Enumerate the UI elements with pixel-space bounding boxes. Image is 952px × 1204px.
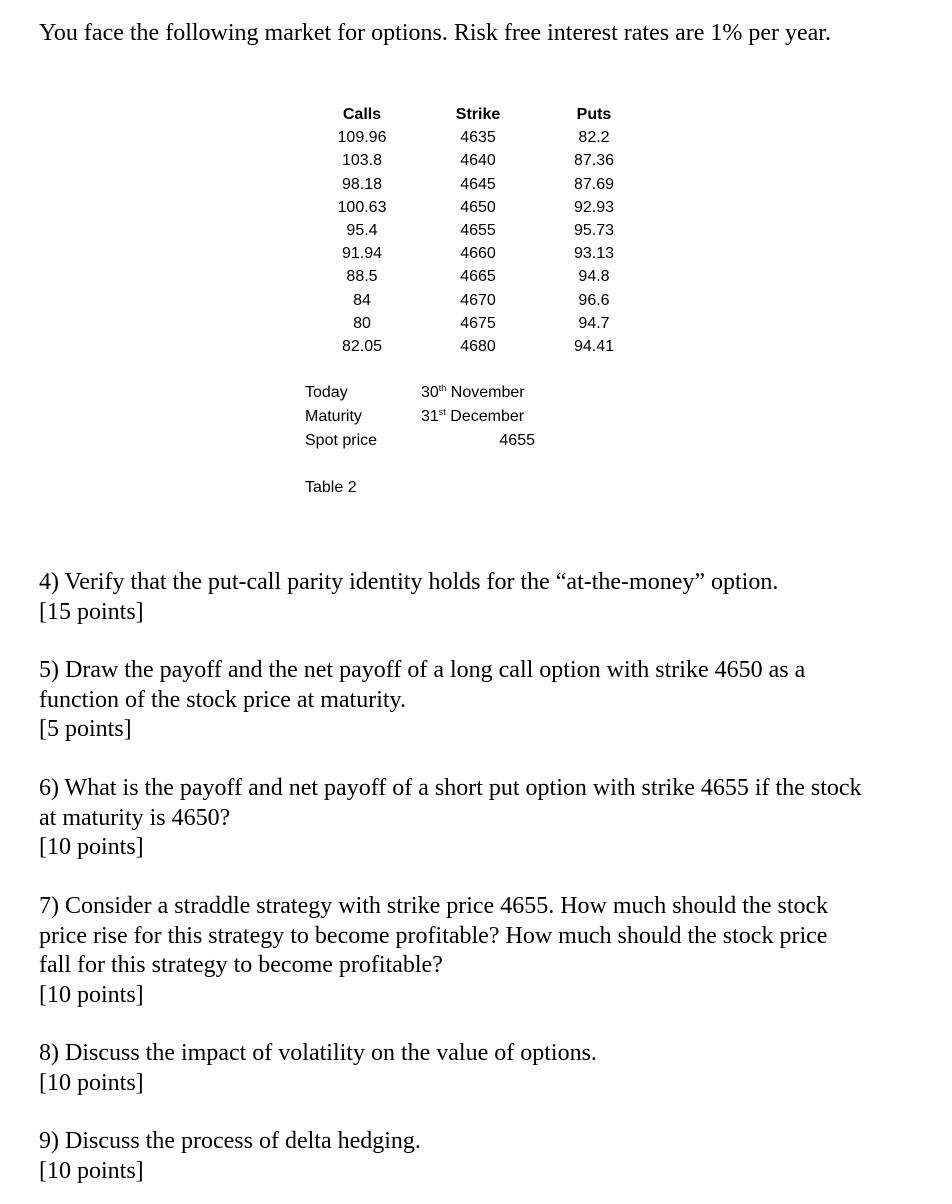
strike-price: 4650 — [460, 198, 496, 216]
strike-price: 4670 — [460, 291, 496, 309]
question-points: [5 points] — [39, 716, 132, 742]
call-price: 91.94 — [341, 245, 383, 263]
strike-price: 4640 — [460, 152, 496, 170]
question-9 — [39, 1127, 939, 1186]
calls-header: Calls — [342, 106, 382, 123]
question-6 — [39, 774, 939, 863]
strike-header: Strike — [455, 106, 501, 123]
puts-column — [534, 103, 654, 358]
maturity-label: Maturity — [305, 408, 362, 425]
put-price: 94.41 — [573, 337, 615, 355]
strike-column — [418, 103, 538, 358]
spot-label: Spot price — [305, 432, 378, 449]
call-price: 100.63 — [337, 198, 387, 216]
question-line: 8) Discuss the impact of volatility on the value of options. — [39, 1040, 597, 1066]
question-line: 9) Discuss the process of delta hedging. — [39, 1128, 421, 1154]
call-price: 82.05 — [341, 337, 383, 355]
table-caption: Table 2 — [305, 479, 357, 496]
call-price: 80 — [353, 314, 371, 332]
put-price: 87.69 — [573, 175, 615, 193]
put-price: 87.36 — [573, 152, 615, 170]
question-line: 5) Draw the payoff and the net payoff of a long call option with strike 4650 as a — [39, 657, 806, 683]
calls-column — [302, 103, 422, 358]
question-line: 4) Verify that the put-call parity identity holds for the “at-the-money” option. — [39, 569, 779, 595]
question-line: 7) Consider a straddle strategy with strike price 4655. How much should the stock — [39, 893, 829, 919]
today-label: Today — [305, 384, 348, 401]
question-points: [10 points] — [39, 1069, 144, 1096]
question-line: fall for this strategy to become profitable? — [39, 952, 443, 978]
call-price: 88.5 — [346, 268, 378, 286]
question-line: function of the stock price at maturity. — [39, 686, 406, 713]
put-price: 93.13 — [573, 245, 615, 263]
question-points: [10 points] — [39, 834, 144, 860]
call-price: 95.4 — [346, 221, 378, 239]
question-4 — [39, 568, 939, 627]
put-price: 82.2 — [578, 129, 610, 147]
call-price: 84 — [353, 291, 371, 309]
put-price: 96.6 — [578, 291, 610, 309]
put-price: 94.7 — [578, 314, 610, 332]
strike-price: 4680 — [460, 337, 496, 355]
strike-price: 4675 — [460, 314, 496, 332]
today-value: 30th November — [421, 383, 525, 401]
puts-header: Puts — [576, 106, 612, 123]
question-7 — [39, 892, 939, 1010]
question-points: [15 points] — [39, 598, 144, 625]
question-points: [10 points] — [39, 981, 144, 1008]
call-price: 98.18 — [341, 175, 383, 193]
strike-price: 4655 — [460, 221, 496, 239]
question-line: 6) What is the payoff and net payoff of a short put option with strike 4655 if the stock — [39, 775, 862, 801]
question-points: [10 points] — [39, 1157, 144, 1184]
strike-price: 4645 — [460, 175, 496, 193]
strike-price: 4660 — [460, 245, 496, 263]
question-8 — [39, 1039, 939, 1098]
call-price: 103.8 — [341, 152, 383, 170]
spot-value: 4655 — [499, 432, 535, 449]
call-price: 109.96 — [337, 129, 387, 147]
intro-text: You face the following market for options. Risk free interest rates are 1% per year. — [39, 20, 831, 46]
question-line: at maturity is 4650? — [39, 804, 231, 831]
put-price: 92.93 — [573, 198, 615, 216]
strike-price: 4665 — [460, 268, 496, 286]
question-line: price rise for this strategy to become profitable? How much should the stock price — [39, 922, 828, 949]
question-5 — [39, 656, 939, 745]
maturity-value: 31st December — [421, 407, 525, 425]
put-price: 94.8 — [578, 268, 610, 286]
put-price: 95.73 — [573, 221, 615, 239]
strike-price: 4635 — [460, 129, 496, 147]
